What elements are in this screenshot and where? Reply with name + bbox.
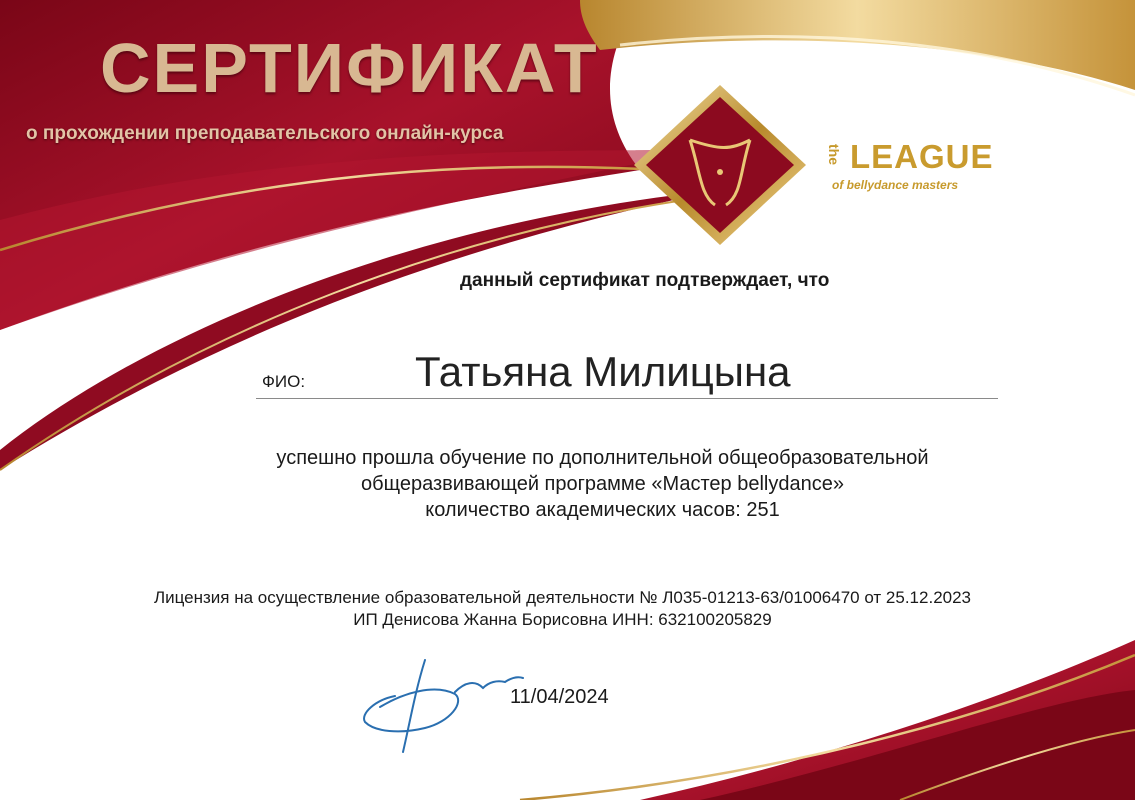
league-logo <box>826 138 994 198</box>
diamond-belly-emblem-icon <box>634 85 806 245</box>
certificate-subtitle: о прохождении преподавательского онлайн-курса <box>26 123 504 144</box>
license-block <box>40 587 1085 631</box>
completion-line-2: общеразвивающей программе «Мастер bellydance» <box>361 473 844 495</box>
intro-text: данный сертификат подтверждает, что <box>460 270 830 291</box>
certificate-title: СЕРТИФИКАТ <box>100 29 599 107</box>
completion-line-1: успешно прошла обучение по дополнительной общеобразовательной <box>276 447 929 469</box>
logo-the: the <box>826 144 842 165</box>
hours-line: количество академических часов: 251 <box>425 499 780 521</box>
issuer-line: ИП Денисова Жанна Борисовна ИНН: 632100205829 <box>353 610 772 629</box>
handwritten-signature <box>355 652 525 762</box>
name-underline <box>256 398 998 399</box>
logo-name: LEAGUE <box>850 138 994 175</box>
license-line: Лицензия на осуществление образовательной деятельности № Л035-01213-63/01006470 от 25.12.2023 <box>153 588 972 607</box>
completion-text <box>180 445 1025 523</box>
issue-date: 11/04/2024 <box>510 686 609 708</box>
recipient-name: Татьяна Милицына <box>415 348 791 395</box>
logo-tagline: of bellydance masters <box>832 178 959 192</box>
fio-label: ФИО: <box>262 372 306 391</box>
